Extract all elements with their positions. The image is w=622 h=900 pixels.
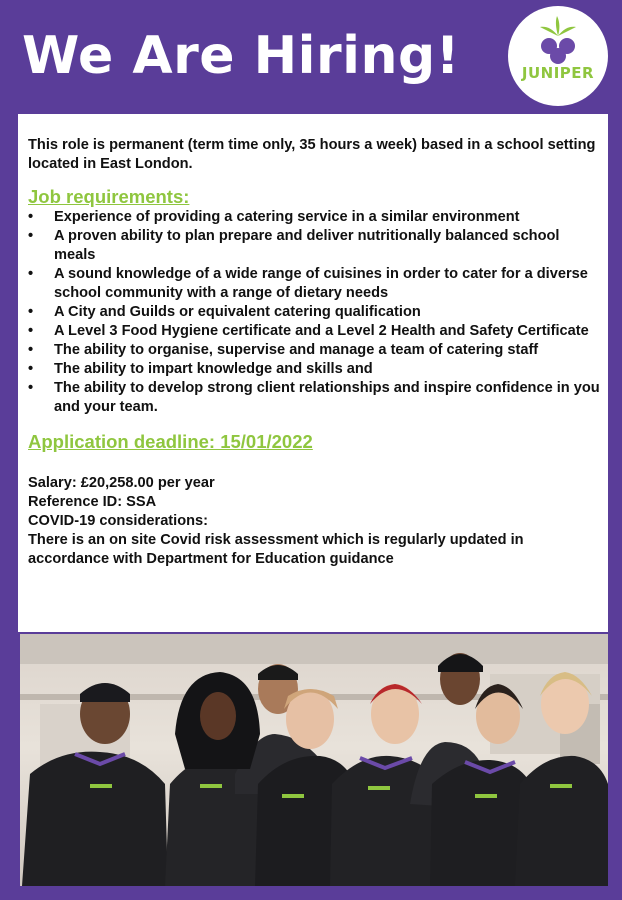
list-item: • A proven ability to plan prepare and deliver nutritionally balanced school meals — [28, 227, 602, 265]
application-deadline: Application deadline: 15/01/2022 — [28, 431, 313, 452]
requirements-heading: Job requirements: — [28, 186, 190, 207]
covid-text: There is an on site Covid risk assessment which is regularly updated in accordance with Department for Education guidance — [28, 532, 524, 567]
covid-heading: COVID-19 considerations: — [28, 513, 209, 529]
list-item: • The ability to develop strong client relationships and inspire confidence in you and your team. — [28, 379, 602, 417]
list-item: • The ability to impart knowledge and skills and — [28, 360, 602, 379]
job-details-panel — [18, 114, 608, 632]
page-title: We Are Hiring! — [22, 26, 460, 86]
list-item: • A City and Guilds or equivalent catering qualification — [28, 303, 602, 322]
intro-text: This role is permanent (term time only, 35 hours a week) based in a school setting located in East London. — [28, 137, 596, 172]
job-details-content — [28, 136, 602, 569]
juniper-berries-icon — [508, 6, 608, 106]
requirements-list — [28, 208, 602, 417]
catering-team-illustration — [20, 634, 608, 886]
list-item: • A sound knowledge of a wide range of cuisines in order to cater for a diverse school community with a range of dietary needs — [28, 265, 602, 303]
logo-wordmark: JUNIPER — [521, 64, 595, 82]
list-item: • A Level 3 Food Hygiene certificate and a Level 2 Health and Safety Certificate — [28, 322, 602, 341]
list-item: • The ability to organise, supervise and manage a team of catering staff — [28, 341, 602, 360]
team-photo — [20, 634, 608, 886]
reference-id: Reference ID: SSA — [28, 494, 157, 510]
job-meta — [28, 474, 602, 569]
list-item: • Experience of providing a catering service in a similar environment — [28, 208, 602, 227]
salary-text: Salary: £20,258.00 per year — [28, 475, 215, 491]
juniper-logo — [508, 6, 608, 106]
